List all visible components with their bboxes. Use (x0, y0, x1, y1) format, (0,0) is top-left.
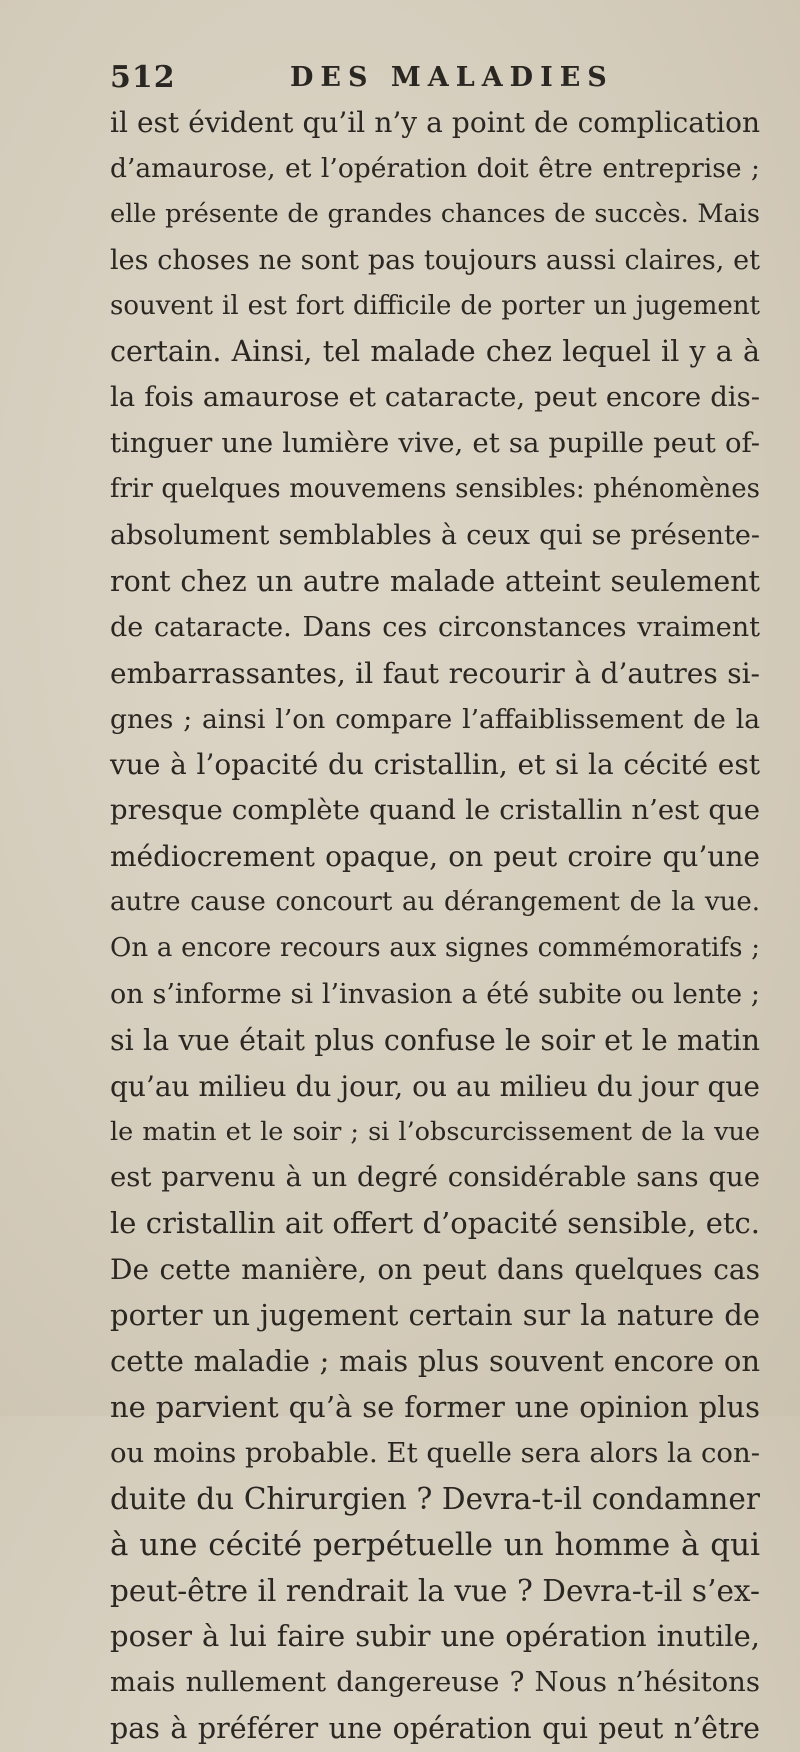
text-line: il est évident qu’il n’y a point de complication (110, 106, 760, 139)
text-line: presque complète quand le cristallin n’est que (110, 794, 760, 827)
text-line: mais nullement dangereuse ? Nous n’hésitons (110, 1666, 760, 1699)
text-line: gnes ; ainsi l’on compare l’affaiblissement de la (110, 703, 760, 735)
text-line: certain. Ainsi, tel malade chez lequel il y a à (110, 335, 760, 369)
text-line: on s’informe si l’invasion a été subite ou lente ; (110, 978, 760, 1010)
text-line: si la vue était plus confuse le soir et le matin (110, 1023, 760, 1057)
text-line: embarrassantes, il faut recourir à d’autres si- (110, 656, 760, 690)
text-line: De cette manière, on peut dans quelques cas (110, 1253, 760, 1287)
text-line: vue à l’opacité du cristallin, et si la cécité est (110, 748, 760, 782)
text-line: frir quelques mouvemens sensibles: phénomènes (110, 474, 760, 505)
text-line: ou moins probable. Et quelle sera alors la con- (110, 1436, 760, 1469)
text-line: peut-être il rendrait la vue ? Devra-t-il s’ex- (110, 1573, 760, 1608)
text-line: à une cécité perpétuelle un homme à qui (110, 1526, 760, 1563)
text-line: poser à lui faire subir une opération inutile, (110, 1619, 760, 1654)
text-line: ne parvient qu’à se former une opinion plus (110, 1389, 760, 1424)
text-line: porter un jugement certain sur la nature de (110, 1298, 760, 1333)
text-line: d’amaurose, et l’opération doit être entreprise ; (110, 152, 760, 184)
page-number: 512 (110, 60, 176, 95)
text-line: pas à préférer une opération qui peut n’être (110, 1712, 760, 1746)
text-line: médiocrement opaque, on peut croire qu’une (110, 840, 760, 874)
running-head (110, 60, 750, 100)
text-line: elle présente de grandes chances de succès. Mais (110, 198, 760, 229)
text-line: absolument semblables à ceux qui se présente- (110, 520, 760, 552)
text-line: autre cause concourt au dérangement de la vue. (110, 887, 760, 918)
running-title: DES MALADIES (290, 62, 614, 93)
text-line: qu’au milieu du jour, ou au milieu du jour que (110, 1069, 760, 1103)
text-line: les choses ne sont pas toujours aussi claires, et (110, 244, 760, 276)
text-line: la fois amaurose et cataracte, peut encore dis- (110, 381, 760, 414)
text-line: est parvenu à un degré considérable sans que (110, 1161, 760, 1194)
text-line: de cataracte. Dans ces circonstances vraiment (110, 611, 760, 643)
text-line: On a encore recours aux signes commémoratifs ; (110, 933, 760, 964)
text-line: le cristallin ait offert d’opacité sensible, etc. (110, 1206, 760, 1241)
body-text (110, 100, 760, 1752)
text-line: duite du Chirurgien ? Devra-t-il condamner (110, 1481, 760, 1516)
text-line: le matin et le soir ; si l’obscurcissement de la vue (110, 1116, 760, 1147)
text-line: tinguer une lumière vive, et sa pupille peut of- (110, 427, 760, 460)
text-line: cette maladie ; mais plus souvent encore on (110, 1344, 760, 1379)
text-line: ront chez un autre malade atteint seulement (110, 564, 760, 598)
text-line: souvent il est fort difficile de porter un jugement (110, 290, 760, 321)
